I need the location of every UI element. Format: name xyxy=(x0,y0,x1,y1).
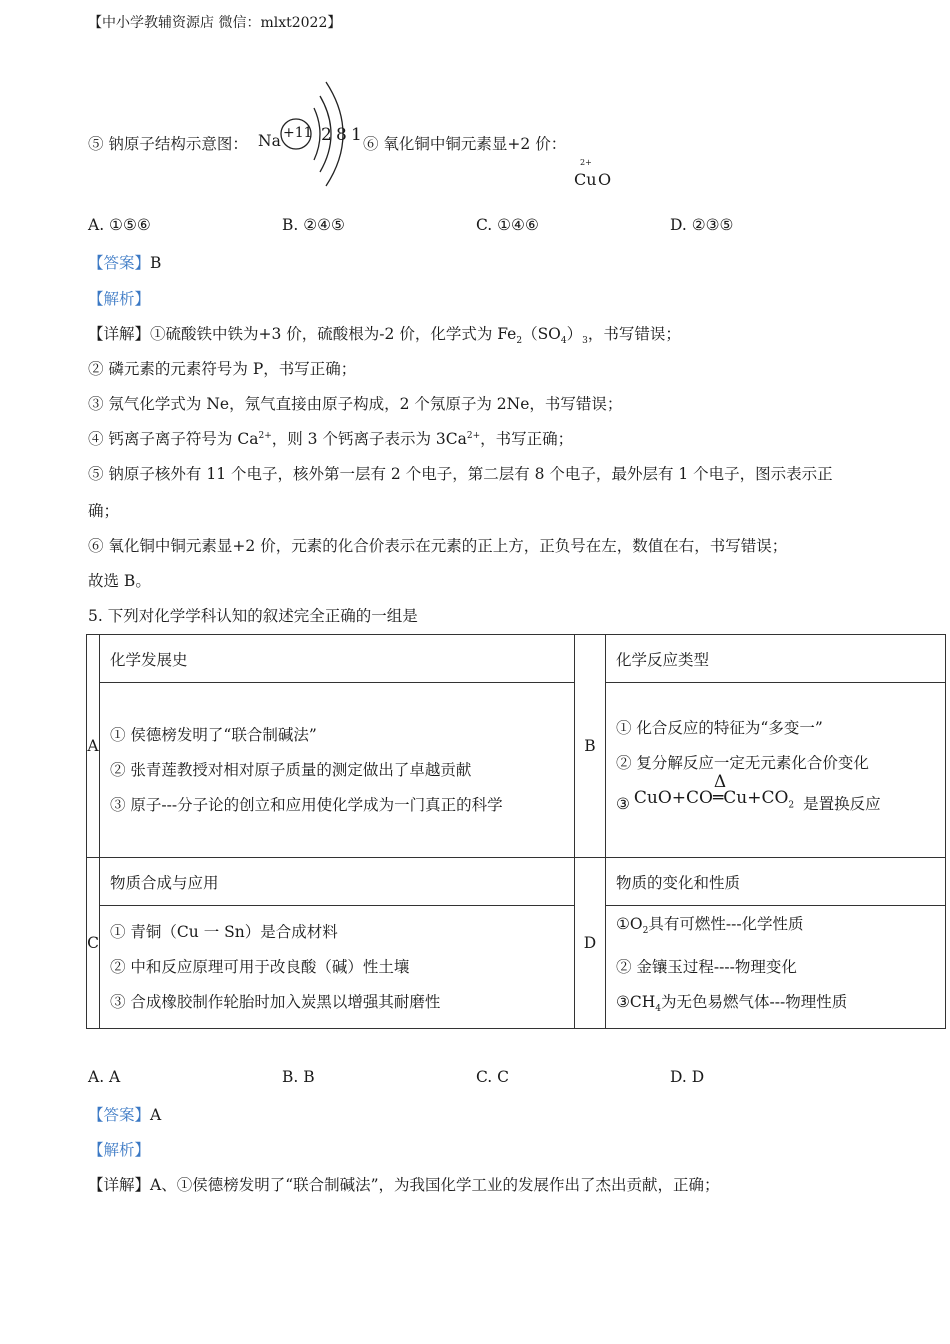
detail-text: ④ 钙离子离子符号为 Ca xyxy=(88,430,259,448)
shell-count-2: 8 xyxy=(336,125,347,145)
list-item: ② 中和反应原理可用于改良酸（碱）性土壤 xyxy=(110,957,410,976)
superscript: 2+ xyxy=(466,430,481,441)
detail-text: ①硫酸铁中铁为+3 价，硫酸根为-2 价，化学式为 Fe xyxy=(150,325,517,343)
eq-left: CuO+CO xyxy=(633,787,713,808)
q4-conclusion: 故选 B。 xyxy=(88,572,151,590)
subscript: 3 xyxy=(582,336,588,347)
list-item: ③ 原子---分子论的创立和应用使化学成为一门真正的科学 xyxy=(110,795,503,814)
q4-option-b[interactable]: B. ②④⑤ xyxy=(282,216,345,234)
atom-structure-row xyxy=(88,78,950,198)
cell-label-b: B xyxy=(575,635,606,858)
q5-table xyxy=(86,634,946,1029)
q5-answer xyxy=(88,1103,161,1125)
eq-right: Cu+CO xyxy=(723,787,789,808)
item6-text: ⑥ 氧化铜中铜元素显+2 价： xyxy=(363,135,567,153)
q5-detail xyxy=(88,1173,720,1195)
cell-label-a: A xyxy=(87,635,100,858)
q4-answer xyxy=(88,251,161,273)
nucleus-charge: +11 xyxy=(283,125,313,141)
q5-option-a[interactable]: A. A xyxy=(88,1068,121,1086)
cell-header-d: 物质的变化和性质 xyxy=(606,858,946,906)
cell-body-a xyxy=(100,683,575,858)
q4-detail-line-6: ⑥ 氧化铜中铜元素显+2 价，元素的化合价表示在元素的正上方，正负号在左，数值在右，书写错误； xyxy=(88,537,788,555)
item-text: 具有可燃性---化学性质 xyxy=(648,915,804,934)
equals-sign: ═ xyxy=(713,787,724,808)
cell-label-d: D xyxy=(575,858,606,1029)
list-item: ② 张青莲教授对相对原子质量的测定做出了卓越贡献 xyxy=(110,760,472,779)
item-text: ①O xyxy=(616,915,643,934)
shell-count-3: 1 xyxy=(351,125,362,145)
detail-text: A、①侯德榜发明了“联合制碱法”，为我国化学工业的发展作出了杰出贡献，正确； xyxy=(150,1176,720,1194)
item5-text: ⑤ 钠原子结构示意图： xyxy=(88,135,248,153)
q4-detail-line-5b: 确； xyxy=(88,502,120,520)
cell-body-c xyxy=(100,906,575,1029)
subscript: 4 xyxy=(560,336,567,347)
q4-detail-line-4 xyxy=(88,427,573,449)
q4-detail-line-2: ② 磷元素的元素符号为 P，书写正确； xyxy=(88,360,357,378)
superscript: 2+ xyxy=(258,430,272,441)
cell-body-b xyxy=(606,683,946,858)
subscript: 4 xyxy=(655,1003,662,1014)
chemical-equation xyxy=(633,771,795,823)
detail-text: （SO xyxy=(522,325,561,343)
list-item: ① 侯德榜发明了“联合制碱法” xyxy=(110,725,317,744)
list-item xyxy=(616,907,935,949)
q4-detail-line-3: ③ 氖气化学式为 Ne，氖气直接由原子构成，2 个氖原子为 2Ne，书写错误； xyxy=(88,395,623,413)
subscript: 2 xyxy=(516,336,523,347)
q4-option-d[interactable]: D. ②③⑤ xyxy=(670,216,734,234)
list-item: ① 青铜（Cu 一 Sn）是合成材料 xyxy=(110,922,338,941)
cuo-charge: 2+ xyxy=(580,158,592,167)
equation-item xyxy=(616,771,935,829)
answer-value: A xyxy=(150,1106,162,1124)
na-symbol: Na xyxy=(258,132,281,150)
detail-text: ，则 3 个钙离子表示为 3Ca xyxy=(271,430,467,448)
cell-body-d xyxy=(606,906,946,1029)
q4-option-a[interactable]: A. ①⑤⑥ xyxy=(88,216,151,234)
subscript: 2 xyxy=(788,800,795,811)
q5-option-c[interactable]: C. C xyxy=(476,1068,510,1086)
cuo-cu: Cu xyxy=(574,170,597,189)
item-suffix: 是置换反应 xyxy=(803,794,881,813)
list-item xyxy=(616,985,935,1027)
cell-header-b: 化学反应类型 xyxy=(606,635,946,683)
q4-detail-line-5a: ⑤ 钠原子核外有 11 个电子，核外第一层有 2 个电子，第二层有 8 个电子，最外层有 1 个电子，图示表示正 xyxy=(88,465,833,483)
q4-detail-line-1 xyxy=(88,322,681,346)
item-prefix: ③ xyxy=(616,794,630,813)
detail-text: ） xyxy=(566,325,583,343)
q5-option-d[interactable]: D. D xyxy=(670,1068,705,1086)
item-text: ③CH xyxy=(616,992,656,1011)
detail-text: ，书写错误； xyxy=(587,325,681,343)
q5-stem: 5. 下列对化学学科认知的叙述完全正确的一组是 xyxy=(88,607,418,625)
q4-analysis-label: 【解析】 xyxy=(88,290,151,308)
watermark-header: 【中小学教辅资源店 微信：mlxt2022】 xyxy=(88,15,342,31)
cell-header-a: 化学发展史 xyxy=(100,635,575,683)
list-item: ② 复分解反应一定无元素化合价变化 xyxy=(616,753,869,772)
cell-header-c: 物质合成与应用 xyxy=(100,858,575,906)
shell-arc-1 xyxy=(314,108,320,160)
subscript: 2 xyxy=(642,926,649,937)
answer-label: 【答案】 xyxy=(88,254,151,272)
cuo-o: O xyxy=(598,170,612,189)
answer-value: B xyxy=(150,254,162,272)
shell-count-1: 2 xyxy=(321,125,332,145)
cell-label-c: C xyxy=(87,858,100,1029)
detail-label: 【详解】 xyxy=(88,1176,151,1194)
detail-text: ，书写正确； xyxy=(480,430,574,448)
answer-label: 【答案】 xyxy=(88,1106,151,1124)
q4-option-c[interactable]: C. ①④⑥ xyxy=(476,216,539,234)
q5-option-b[interactable]: B. B xyxy=(282,1068,315,1086)
list-item: ② 金镶玉过程----物理变化 xyxy=(616,957,797,976)
list-item: ③ 合成橡胶制作轮胎时加入炭黑以增强其耐磨性 xyxy=(110,992,441,1011)
detail-label: 【详解】 xyxy=(88,325,151,343)
q5-analysis-label: 【解析】 xyxy=(88,1141,151,1159)
list-item: ① 化合反应的特征为“多变一” xyxy=(616,718,823,737)
item-text: 为无色易燃气体---物理性质 xyxy=(661,992,848,1011)
delta-symbol: Δ xyxy=(713,771,727,792)
